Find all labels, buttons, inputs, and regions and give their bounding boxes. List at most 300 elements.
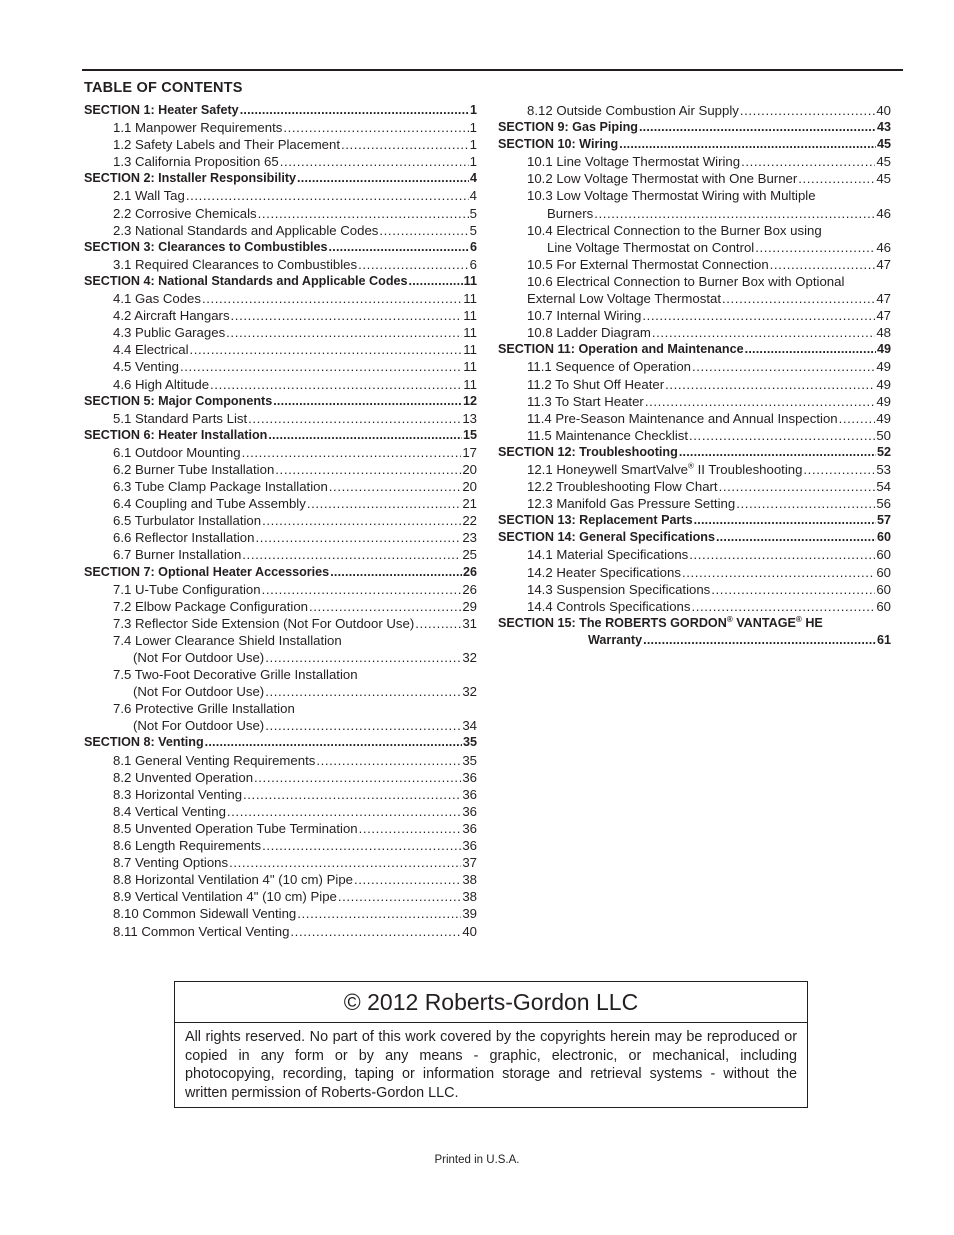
toc-page-number: 39 bbox=[462, 906, 477, 922]
toc-subsection-entry[interactable] bbox=[84, 888, 477, 905]
toc-subsection-entry[interactable] bbox=[498, 393, 891, 410]
toc-subsection-entry[interactable] bbox=[84, 769, 477, 786]
toc-subsection-entry[interactable] bbox=[84, 837, 477, 854]
toc-leader-dots bbox=[798, 170, 875, 187]
toc-entry-title: 4.4 Electrical bbox=[113, 342, 189, 358]
toc-leader-dots bbox=[248, 410, 461, 427]
toc-subsection-entry[interactable] bbox=[498, 410, 891, 427]
toc-page-number: 61 bbox=[876, 632, 891, 647]
toc-page-number: 49 bbox=[876, 410, 891, 426]
toc-leader-dots bbox=[689, 427, 875, 444]
toc-leader-dots bbox=[745, 341, 876, 358]
toc-entry-title: 1.2 Safety Labels and Their Placement bbox=[113, 137, 341, 153]
toc-section-entry[interactable] bbox=[84, 102, 477, 119]
toc-entry-title: SECTION 5: Major Components bbox=[84, 393, 273, 408]
toc-leader-dots bbox=[290, 923, 461, 940]
toc-subsection-entry[interactable] bbox=[498, 239, 891, 256]
toc-entry-title: 8.3 Horizontal Venting bbox=[113, 786, 243, 802]
toc-subsection-entry[interactable] bbox=[84, 598, 477, 615]
toc-subsection-entry[interactable] bbox=[84, 854, 477, 871]
toc-entry-title: 14.3 Suspension Specifications bbox=[527, 581, 711, 597]
toc-subsection-entry[interactable] bbox=[498, 598, 891, 615]
toc-entry-text: 7.6 Protective Grille Installation bbox=[113, 701, 295, 717]
toc-subsection-entry[interactable] bbox=[498, 581, 891, 598]
toc-leader-dots bbox=[741, 153, 875, 170]
toc-leader-dots bbox=[642, 307, 875, 324]
toc-page-number: 4 bbox=[469, 171, 477, 186]
toc-leader-dots bbox=[255, 529, 461, 546]
toc-entry-title: 8.10 Common Sidewall Venting bbox=[113, 906, 297, 922]
toc-page-number: 5 bbox=[469, 205, 477, 221]
toc-entry-title: SECTION 11: Operation and Maintenance bbox=[498, 342, 744, 357]
toc-entry-title: SECTION 6: Heater Installation bbox=[84, 427, 268, 442]
toc-entry-title: 6.2 Burner Tube Installation bbox=[113, 461, 275, 477]
toc-subsection-entry[interactable] bbox=[84, 410, 477, 427]
toc-section-entry[interactable] bbox=[498, 119, 891, 136]
toc-leader-dots bbox=[839, 410, 876, 427]
toc-page-number: 56 bbox=[876, 496, 891, 512]
toc-entry-title: 7.3 Reflector Side Extension (Not For Outdoor Use) bbox=[113, 615, 415, 631]
toc-entry-title: 11.5 Maintenance Checklist bbox=[527, 427, 689, 443]
toc-entry-title: SECTION 13: Replacement Parts bbox=[498, 513, 693, 528]
toc-subsection-entry[interactable] bbox=[498, 478, 891, 495]
toc-subsection-entry[interactable] bbox=[498, 256, 891, 273]
toc-leader-dots bbox=[309, 598, 461, 615]
toc-subsection-entry[interactable] bbox=[498, 102, 891, 119]
toc-subsection-entry[interactable] bbox=[84, 307, 477, 324]
toc-column-right bbox=[498, 102, 891, 649]
toc-page-number: 60 bbox=[876, 547, 891, 563]
toc-leader-dots bbox=[242, 546, 461, 563]
toc-leader-dots bbox=[740, 102, 875, 119]
toc-leader-dots bbox=[275, 461, 461, 478]
toc-leader-dots bbox=[265, 649, 461, 666]
toc-entry-title: 8.9 Vertical Ventilation 4" (10 cm) Pipe bbox=[113, 889, 337, 905]
toc-leader-dots bbox=[186, 187, 469, 204]
toc-leader-dots bbox=[268, 427, 462, 444]
toc-subsection-entry[interactable] bbox=[498, 153, 891, 170]
toc-leader-dots bbox=[265, 717, 461, 734]
toc-entry-title: (Not For Outdoor Use) bbox=[133, 684, 265, 700]
toc-leader-dots bbox=[803, 461, 875, 478]
toc-subsection-entry[interactable] bbox=[84, 444, 477, 461]
toc-subsection-entry[interactable] bbox=[84, 187, 477, 204]
toc-subsection-entry[interactable] bbox=[498, 564, 891, 581]
toc-page-number: 15 bbox=[462, 427, 477, 442]
toc-entry-title: 2.1 Wall Tag bbox=[113, 188, 185, 204]
toc-leader-dots bbox=[280, 153, 469, 170]
toc-entry-title: 8.6 Length Requirements bbox=[113, 838, 262, 854]
toc-page-number: 12 bbox=[462, 393, 477, 408]
toc-entry-title: 6.5 Turbulator Installation bbox=[113, 513, 262, 529]
toc-subsection-entry[interactable] bbox=[498, 546, 891, 563]
toc-page-number: 38 bbox=[462, 872, 477, 888]
toc-subsection-entry[interactable] bbox=[84, 683, 477, 700]
toc-page-number: 60 bbox=[876, 581, 891, 597]
toc-leader-dots bbox=[409, 273, 463, 290]
toc-section-entry[interactable] bbox=[84, 427, 477, 444]
toc-leader-dots bbox=[338, 888, 461, 905]
toc-leader-dots bbox=[297, 905, 461, 922]
toc-page-number: 1 bbox=[469, 103, 477, 117]
toc-page-number: 35 bbox=[462, 752, 477, 768]
toc-leader-dots bbox=[594, 205, 875, 222]
toc-subsection-entry[interactable] bbox=[84, 222, 477, 239]
toc-entry-title: 8.12 Outside Combustion Air Supply bbox=[527, 103, 739, 118]
toc-page-number: 54 bbox=[876, 479, 891, 495]
toc-page-number: 36 bbox=[462, 803, 477, 819]
registered-mark: ® bbox=[688, 461, 694, 471]
toc-subsection-entry[interactable] bbox=[84, 871, 477, 888]
toc-entry-title: 4.6 High Altitude bbox=[113, 376, 210, 392]
toc-entry-title: 8.8 Horizontal Ventilation 4" (10 cm) Pipe bbox=[113, 872, 353, 888]
toc-page-number: 11 bbox=[463, 342, 477, 358]
toc-page-number: 47 bbox=[876, 308, 891, 324]
toc-entry-title: (Not For Outdoor Use) bbox=[133, 718, 265, 734]
toc-leader-dots bbox=[415, 615, 461, 632]
toc-section-entry[interactable] bbox=[84, 170, 477, 187]
toc-page-number: 22 bbox=[462, 513, 477, 529]
toc-entry-title: 6.7 Burner Installation bbox=[113, 547, 242, 563]
toc-entry-title: SECTION 12: Troubleshooting bbox=[498, 444, 678, 459]
toc-subsection-entry[interactable] bbox=[498, 495, 891, 512]
toc-leader-dots bbox=[240, 102, 469, 119]
toc-leader-dots bbox=[283, 119, 468, 136]
toc-entry-title: Burners bbox=[547, 205, 594, 221]
toc-subsection-entry[interactable] bbox=[84, 923, 477, 940]
toc-entry-title: 11.2 To Shut Off Heater bbox=[527, 376, 665, 392]
toc-leader-dots bbox=[689, 546, 875, 563]
toc-page-number: 45 bbox=[876, 171, 891, 187]
toc-entry-title: 11.3 To Start Heater bbox=[527, 393, 644, 409]
toc-page-number: 17 bbox=[462, 444, 477, 460]
toc-subsection-entry[interactable] bbox=[84, 461, 477, 478]
toc-subsection-entry[interactable] bbox=[84, 649, 477, 666]
toc-entry-title: SECTION 7: Optional Heater Accessories bbox=[84, 564, 330, 579]
toc-heading: TABLE OF CONTENTS bbox=[84, 80, 243, 96]
toc-subsection-entry[interactable] bbox=[84, 717, 477, 734]
toc-subsection-entry[interactable] bbox=[84, 820, 477, 837]
toc-leader-dots bbox=[755, 239, 875, 256]
toc-subsection-entry[interactable] bbox=[498, 358, 891, 375]
toc-entry-text: 7.5 Two-Foot Decorative Grille Installation bbox=[113, 667, 358, 683]
toc-entry-title: 10.5 For External Thermostat Connection bbox=[527, 256, 769, 272]
toc-page-number: 6 bbox=[469, 256, 477, 272]
toc-leader-dots bbox=[262, 837, 461, 854]
toc-entry-title: Warranty bbox=[588, 632, 643, 647]
toc-leader-dots bbox=[262, 512, 461, 529]
toc-entry-title: 10.2 Low Voltage Thermostat with One Burner bbox=[527, 171, 798, 187]
toc-page-number: 52 bbox=[876, 444, 891, 459]
toc-entry-title: 4.3 Public Garages bbox=[113, 325, 226, 341]
toc-leader-dots bbox=[770, 256, 876, 273]
toc-subsection-entry[interactable] bbox=[498, 307, 891, 324]
toc-subsection-entry[interactable] bbox=[84, 905, 477, 922]
toc-leader-dots bbox=[329, 239, 469, 256]
toc-entry-text: 7.4 Lower Clearance Shield Installation bbox=[113, 632, 342, 648]
toc-leader-dots bbox=[210, 376, 462, 393]
toc-leader-dots bbox=[682, 564, 875, 581]
toc-entry-title: 2.3 National Standards and Applicable Codes bbox=[113, 222, 379, 238]
toc-page-number: 49 bbox=[876, 359, 891, 375]
toc-subsection-entry[interactable] bbox=[84, 153, 477, 170]
toc-entry-text: 10.3 Low Voltage Thermostat Wiring with Multiple bbox=[527, 188, 816, 204]
toc-page-number: 11 bbox=[463, 291, 477, 307]
toc-section-entry[interactable] bbox=[84, 564, 477, 581]
toc-page-number: 45 bbox=[876, 137, 891, 152]
toc-leader-dots bbox=[354, 871, 461, 888]
toc-leader-dots bbox=[645, 393, 876, 410]
toc-entry-title: 12.1 Honeywell SmartValve® II Troubleshooting bbox=[527, 461, 803, 477]
toc-entry-title: SECTION 3: Clearances to Combustibles bbox=[84, 239, 328, 254]
toc-page-number: 36 bbox=[462, 820, 477, 836]
toc-entry-title: SECTION 14: General Specifications bbox=[498, 530, 715, 545]
toc-subsection-entry[interactable] bbox=[84, 529, 477, 546]
toc-leader-dots bbox=[297, 170, 469, 187]
toc-page-number: 46 bbox=[876, 205, 891, 221]
toc-subsection-entry[interactable] bbox=[84, 581, 477, 598]
toc-entry-title: 8.1 General Venting Requirements bbox=[113, 752, 316, 768]
toc-leader-dots bbox=[254, 769, 461, 786]
toc-entry-title: 8.7 Venting Options bbox=[113, 855, 229, 871]
toc-subsection-entry[interactable] bbox=[84, 119, 477, 136]
toc-entry-title: External Low Voltage Thermostat bbox=[527, 291, 722, 307]
toc-leader-dots bbox=[227, 803, 461, 820]
toc-page-number: 60 bbox=[876, 564, 891, 580]
toc-leader-dots bbox=[307, 495, 462, 512]
toc-entry-title: SECTION 10: Wiring bbox=[498, 137, 619, 152]
toc-page-number: 36 bbox=[462, 786, 477, 802]
toc-page-number: 4 bbox=[469, 188, 477, 204]
toc-section-entry[interactable] bbox=[84, 273, 477, 290]
toc-subsection-entry[interactable] bbox=[498, 170, 891, 187]
toc-page-number: 20 bbox=[462, 479, 477, 495]
toc-leader-dots bbox=[359, 820, 462, 837]
toc-section-entry[interactable] bbox=[498, 529, 891, 546]
toc-leader-dots bbox=[652, 324, 875, 341]
toc-leader-dots bbox=[619, 136, 876, 153]
toc-subsection-entry[interactable] bbox=[84, 256, 477, 273]
toc-page-number: 40 bbox=[462, 923, 477, 939]
toc-page-number: 21 bbox=[462, 496, 477, 512]
toc-entry-title: 14.2 Heater Specifications bbox=[527, 564, 681, 580]
toc-subsection-entry[interactable] bbox=[84, 546, 477, 563]
toc-subsection-entry[interactable] bbox=[498, 290, 891, 307]
toc-entry-title: 14.1 Material Specifications bbox=[527, 547, 689, 563]
toc-section-entry[interactable] bbox=[84, 239, 477, 256]
toc-entry-title: 6.6 Reflector Installation bbox=[113, 530, 255, 546]
toc-subsection-entry[interactable] bbox=[84, 752, 477, 769]
toc-page-number: 38 bbox=[462, 889, 477, 905]
toc-section-entry[interactable] bbox=[498, 341, 891, 358]
toc-page-number: 11 bbox=[463, 359, 477, 375]
toc-entry-title: 11.4 Pre-Season Maintenance and Annual Inspection bbox=[527, 410, 838, 426]
toc-page-number: 50 bbox=[876, 427, 891, 443]
toc-leader-dots bbox=[316, 752, 461, 769]
toc-subsection-entry[interactable] bbox=[84, 324, 477, 341]
toc-leader-dots bbox=[273, 393, 462, 410]
toc-entry-title: 1.1 Manpower Requirements bbox=[113, 120, 283, 136]
toc-page-number: 6 bbox=[469, 239, 477, 254]
toc-entry-title: 7.2 Elbow Package Configuration bbox=[113, 598, 309, 614]
toc-section-entry[interactable] bbox=[84, 734, 477, 751]
toc-page-number: 29 bbox=[462, 598, 477, 614]
toc-entry-title: 14.4 Controls Specifications bbox=[527, 598, 691, 614]
toc-leader-dots bbox=[379, 222, 468, 239]
toc-page-number: 48 bbox=[876, 325, 891, 341]
toc-entry-title: 3.1 Required Clearances to Combustibles bbox=[113, 256, 358, 272]
toc-subsection-entry[interactable] bbox=[84, 786, 477, 803]
toc-entry-title: 8.11 Common Vertical Venting bbox=[113, 923, 290, 939]
toc-subsection-entry[interactable] bbox=[498, 461, 891, 478]
toc-leader-dots bbox=[719, 478, 876, 495]
toc-page-number: 34 bbox=[462, 718, 477, 734]
toc-page-number: 32 bbox=[462, 684, 477, 700]
toc-page-number: 11 bbox=[463, 308, 477, 324]
copyright-text: All rights reserved. No part of this work covered by the copyrights herein may be reproduced or copied in any form or by any means - graphic, electronic, or mechanical, including photocopying, recording, taping or information storage and retrieval systems - without the written permission of Roberts-Gordon LLC. bbox=[185, 1029, 797, 1101]
toc-leader-dots bbox=[639, 119, 876, 136]
toc-subsection-entry[interactable] bbox=[84, 205, 477, 222]
toc-leader-dots bbox=[716, 529, 876, 546]
toc-page-number: 47 bbox=[876, 291, 891, 307]
toc-page-number: 49 bbox=[876, 376, 891, 392]
toc-column-left bbox=[84, 102, 477, 940]
toc-page-number: 40 bbox=[876, 103, 891, 118]
toc-leader-dots bbox=[722, 290, 875, 307]
toc-page-number: 32 bbox=[462, 650, 477, 665]
toc-leader-dots bbox=[341, 136, 469, 153]
toc-page-number: 35 bbox=[462, 735, 477, 750]
toc-page-number: 1 bbox=[469, 137, 477, 153]
toc-entry-title: SECTION 2: Installer Responsibility bbox=[84, 171, 297, 186]
toc-page-number: 36 bbox=[462, 769, 477, 785]
toc-entry-title: Line Voltage Thermostat on Control bbox=[547, 239, 755, 255]
toc-leader-dots bbox=[329, 478, 462, 495]
toc-leader-dots bbox=[202, 290, 462, 307]
toc-leader-dots bbox=[679, 444, 876, 461]
toc-leader-dots bbox=[180, 358, 462, 375]
toc-page-number: 46 bbox=[876, 239, 891, 255]
toc-page-number: 60 bbox=[876, 530, 891, 545]
toc-section-entry[interactable] bbox=[84, 393, 477, 410]
toc-entry-title: 11.1 Sequence of Operation bbox=[527, 359, 691, 375]
toc-leader-dots bbox=[694, 512, 876, 529]
toc-entry-title: 10.1 Line Voltage Thermostat Wiring bbox=[527, 154, 741, 170]
toc-subsection-entry[interactable] bbox=[84, 358, 477, 375]
toc-page-number: 36 bbox=[462, 838, 477, 854]
toc-entry-title: SECTION 1: Heater Safety bbox=[84, 103, 239, 117]
toc-section-entry[interactable] bbox=[498, 444, 891, 461]
toc-page-number: 60 bbox=[876, 598, 891, 614]
toc-leader-dots bbox=[258, 205, 469, 222]
toc-entry-title: 6.1 Outdoor Mounting bbox=[113, 444, 241, 460]
toc-entry-title: 6.3 Tube Clamp Package Installation bbox=[113, 479, 328, 495]
toc-subsection-entry[interactable] bbox=[498, 205, 891, 222]
copyright-box bbox=[174, 981, 808, 1108]
toc-subsection-entry[interactable] bbox=[498, 427, 891, 444]
toc-leader-dots bbox=[205, 734, 462, 751]
toc-entry-title: 12.2 Troubleshooting Flow Chart bbox=[527, 479, 718, 495]
toc-page-number: 57 bbox=[876, 513, 891, 528]
toc-entry-title: 6.4 Coupling and Tube Assembly bbox=[113, 496, 306, 512]
toc-subsection-entry[interactable] bbox=[84, 376, 477, 393]
toc-leader-dots bbox=[262, 581, 462, 598]
toc-entry-title: 8.2 Unvented Operation bbox=[113, 769, 254, 785]
toc-page-number: 31 bbox=[462, 615, 477, 631]
toc-entry-title: (Not For Outdoor Use) bbox=[133, 650, 265, 665]
toc-leader-dots bbox=[643, 632, 876, 649]
toc-entry-title: 7.1 U-Tube Configuration bbox=[113, 581, 261, 597]
toc-subsection-entry[interactable] bbox=[498, 376, 891, 393]
toc-leader-dots bbox=[358, 256, 469, 273]
toc-leader-dots bbox=[711, 581, 875, 598]
toc-entry-title: 8.4 Vertical Venting bbox=[113, 803, 226, 819]
toc-entry-title: 4.1 Gas Codes bbox=[113, 291, 201, 307]
toc-leader-dots bbox=[226, 324, 462, 341]
top-rule bbox=[82, 69, 903, 71]
toc-leader-dots bbox=[736, 495, 875, 512]
toc-leader-dots bbox=[265, 683, 461, 700]
toc-page-number: 26 bbox=[462, 581, 477, 597]
toc-subsection-entry[interactable] bbox=[84, 341, 477, 358]
toc-subsection-entry[interactable] bbox=[84, 803, 477, 820]
toc-section-entry[interactable] bbox=[498, 512, 891, 529]
toc-page-number: 43 bbox=[876, 120, 891, 135]
toc-subsection-entry[interactable] bbox=[84, 615, 477, 632]
toc-leader-dots bbox=[330, 564, 462, 581]
toc-leader-dots bbox=[243, 786, 461, 803]
toc-page-number: 20 bbox=[462, 461, 477, 477]
toc-leader-dots bbox=[692, 358, 875, 375]
toc-subsection-entry[interactable] bbox=[84, 495, 477, 512]
toc-entry-title: 5.1 Standard Parts List bbox=[113, 410, 248, 426]
toc-entry-title: SECTION 8: Venting bbox=[84, 735, 204, 750]
registered-mark: ® bbox=[726, 614, 733, 624]
toc-entry-title: 12.3 Manifold Gas Pressure Setting bbox=[527, 496, 736, 512]
toc-entry-text: 10.6 Electrical Connection to Burner Box with Optional bbox=[527, 273, 845, 289]
toc-page-number: 49 bbox=[876, 342, 891, 357]
toc-subsection-entry[interactable] bbox=[84, 290, 477, 307]
toc-entry-title: SECTION 9: Gas Piping bbox=[498, 120, 638, 135]
toc-subsection-entry[interactable] bbox=[84, 478, 477, 495]
toc-leader-dots bbox=[231, 307, 463, 324]
toc-entry-title: 1.3 California Proposition 65 bbox=[113, 154, 279, 170]
toc-leader-dots bbox=[691, 598, 875, 615]
toc-section-entry[interactable] bbox=[498, 136, 891, 153]
toc-leader-dots bbox=[190, 341, 463, 358]
toc-page-number: 1 bbox=[469, 120, 477, 136]
toc-page-number: 13 bbox=[462, 410, 477, 426]
toc-page-number: 11 bbox=[463, 325, 477, 341]
toc-entry-title: 8.5 Unvented Operation Tube Termination bbox=[113, 820, 358, 836]
toc-subsection-entry[interactable] bbox=[498, 632, 891, 649]
toc-page-number: 49 bbox=[876, 393, 891, 409]
registered-mark: ® bbox=[795, 614, 802, 624]
toc-entry-title: 10.8 Ladder Diagram bbox=[527, 325, 651, 341]
toc-subsection-entry[interactable] bbox=[498, 324, 891, 341]
toc-subsection-entry[interactable] bbox=[84, 512, 477, 529]
toc-page-number: 45 bbox=[876, 154, 891, 170]
toc-page-number: 1 bbox=[469, 154, 477, 170]
toc-subsection-entry[interactable] bbox=[84, 136, 477, 153]
toc-entry-title: 2.2 Corrosive Chemicals bbox=[113, 205, 257, 221]
toc-page-number: 11 bbox=[463, 376, 477, 392]
toc-page-number: 5 bbox=[469, 222, 477, 238]
toc-entry-text: SECTION 15: The ROBERTS GORDON® VANTAGE® HE bbox=[498, 614, 823, 630]
toc-page-number: 53 bbox=[876, 461, 891, 477]
toc-page-number: 25 bbox=[462, 547, 477, 563]
toc-leader-dots bbox=[665, 376, 875, 393]
